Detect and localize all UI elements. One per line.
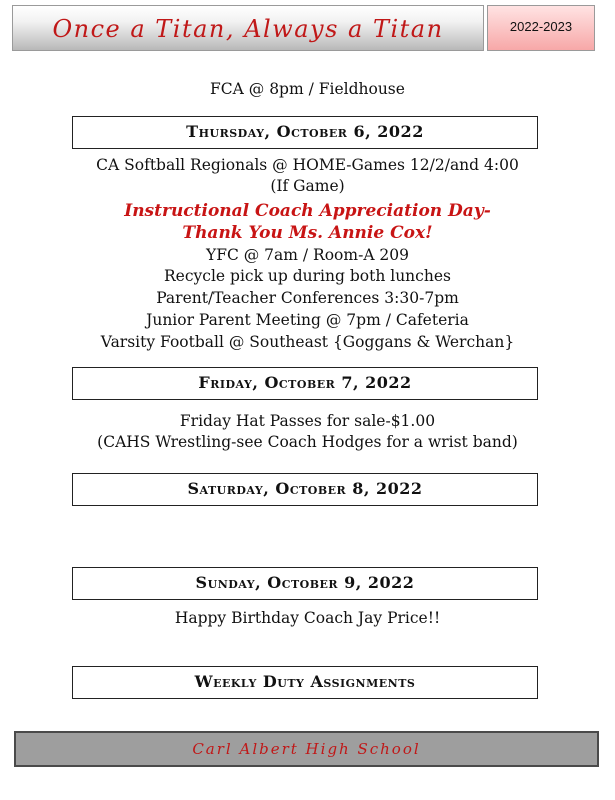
announcement-line: Junior Parent Meeting @ 7pm / Cafeteria	[146, 311, 469, 329]
announcement-line: (If Game)	[270, 177, 345, 195]
announcement-line: Happy Birthday Coach Jay Price!!	[174, 609, 441, 627]
section-heading-duty: Weekly Duty Assignments	[72, 666, 538, 699]
announcement-line: FCA @ 8pm / Fieldhouse	[210, 80, 405, 98]
title-banner	[12, 5, 484, 51]
year-label: 2022-2023	[509, 19, 573, 34]
announcement-line: Varsity Football @ Southeast {Goggans & Werchan}	[100, 333, 515, 351]
footer-bar	[14, 731, 599, 767]
banner-title: Once a Titan, Always a Titan	[52, 15, 444, 43]
announcement-line: (CAHS Wrestling-see Coach Hodges for a wrist band)	[97, 433, 518, 451]
day-heading-saturday: Saturday, October 8, 2022	[72, 473, 538, 506]
day-heading-friday: Friday, October 7, 2022	[72, 367, 538, 400]
footer-school-name: Carl Albert High School	[192, 740, 421, 758]
announcement-line: CA Softball Regionals @ HOME-Games 12/2/and 4:00	[96, 156, 519, 174]
announcement-line: YFC @ 7am / Room-A 209	[205, 246, 410, 264]
highlight-line: Thank You Ms. Annie Cox!	[182, 223, 433, 243]
announcement-line: Recycle pick up during both lunches	[164, 267, 451, 285]
day-heading-thursday: Thursday, October 6, 2022	[72, 116, 538, 149]
announcement-line: Parent/Teacher Conferences 3:30-7pm	[156, 289, 459, 307]
day-heading-sunday: Sunday, October 9, 2022	[72, 567, 538, 600]
year-badge	[487, 5, 595, 51]
highlight-line: Instructional Coach Appreciation Day-	[124, 201, 491, 221]
announcement-line: Friday Hat Passes for sale-$1.00	[179, 412, 436, 430]
